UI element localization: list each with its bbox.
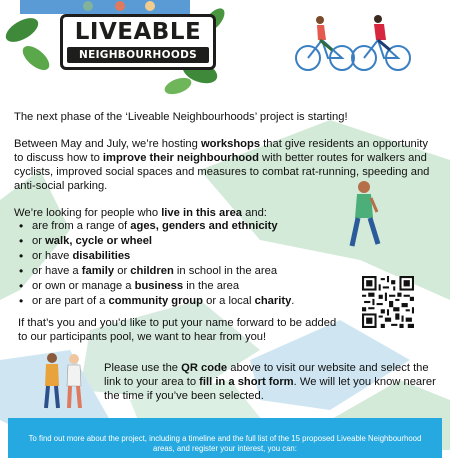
list-item: • or have disabilities (14, 249, 344, 264)
improve-emphasis: improve their neighbourhood (102, 152, 259, 164)
list-item: • are from a range of ages, genders and ethnicity (14, 219, 344, 234)
criteria-list (14, 219, 344, 309)
intro-text: The next phase of the ‘Liveable Neighbourhoods’ project is starting! (14, 111, 348, 123)
workshops-emphasis: workshops (200, 138, 261, 150)
qr-code-emphasis: QR code (181, 362, 228, 374)
qr-instructions-text: Please use the QR code above to visit our website and select the link to your area to fill in a short form. We will let you know nearer the time if you’ve been selected. (104, 362, 436, 402)
looking-for-text: We’re looking for people who live in this area and: (14, 207, 267, 219)
list-item: • or own or manage a business in the area (14, 279, 344, 294)
footer-text: To find out more about the project, including a timeline and the full list of the 15 proposed Liveable Neighbourhood areas, and register your interest, you can: (28, 434, 422, 453)
list-item: • or are part of a community group or a local charity. (14, 294, 344, 309)
two-people-illustration (34, 350, 94, 410)
logo (60, 14, 216, 70)
put-forward-text: If that’s you and you’d like to put your name forward to be added to our participants pool, we want to hear from you! (18, 317, 337, 343)
logo-subtitle: NEIGHBOURHOODS (67, 47, 209, 63)
list-item: • or have a family or children in school in the area (14, 264, 344, 279)
list-item: • or walk, cycle or wheel (14, 234, 344, 249)
workshops-paragraph: Between May and July, we’re hosting workshops that give residents an opportunity to discuss how to improve their neighbourhood with better routes for walkers and cyclists, improved social spaces and measures to combat rat-running, speeding and anti-social parking. (14, 138, 430, 192)
short-form-emphasis: fill in a short form (199, 376, 294, 388)
qr-code[interactable] (362, 276, 414, 328)
footer-banner (8, 418, 442, 458)
cyclists-illustration (292, 14, 422, 74)
live-area-emphasis: live in this area (161, 207, 243, 219)
logo-title: LIVEABLE (74, 19, 202, 45)
